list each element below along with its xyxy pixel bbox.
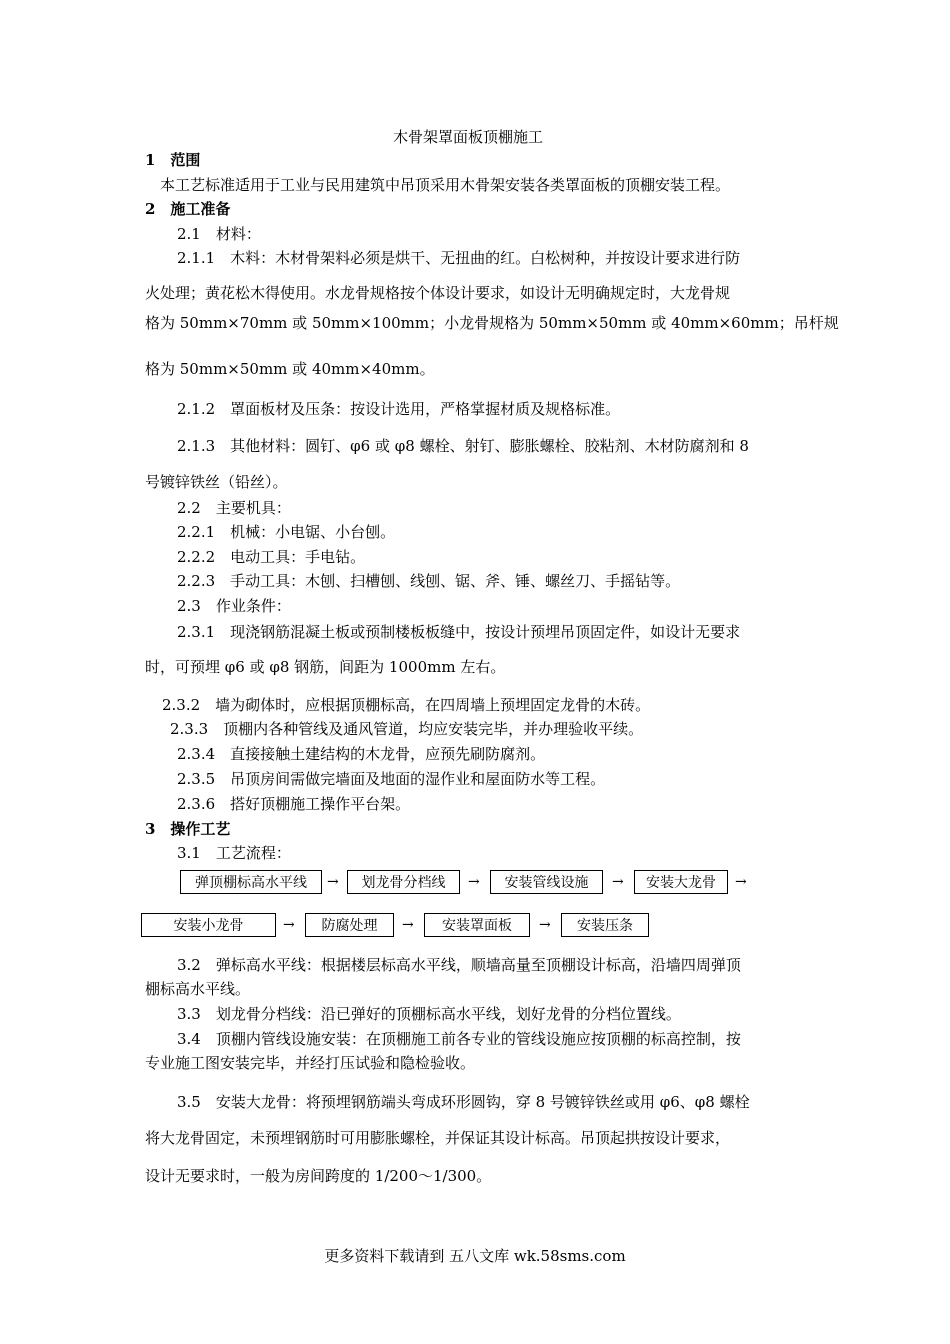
paragraph-line: 号镀锌铁丝（铅丝）。 — [145, 473, 288, 491]
paragraph-line: 将大龙骨固定，未预埋钢筋时可用膨胀螺栓，并保证其设计标高。吊顶起拱按设计要求， — [145, 1129, 731, 1147]
paragraph-line: 2.1.2 罩面板材及压条：按设计选用，严格掌握材质及规格标准。 — [177, 400, 621, 418]
paragraph-line: 2.3.3 顶棚内各种管线及通风管道，均应安装完毕，并办理验收平续。 — [170, 720, 644, 738]
paragraph-line: 设计无要求时，一般为房间跨度的 1/200～1/300。 — [145, 1167, 492, 1185]
arrow-right-icon: → — [327, 874, 339, 890]
paragraph-line: 3.5 安装大龙骨：将预埋钢筋端头弯成环形圆钩，穿 8 号镀锌铁丝或用 φ6、φ8 螺栓 — [177, 1093, 750, 1111]
arrow-right-icon: → — [735, 874, 747, 890]
paragraph-line: 时，可预埋 φ6 或 φ8 钢筋，间距为 1000mm 左右。 — [145, 658, 506, 676]
flow-step-box: 安装管线设施 — [490, 870, 603, 894]
paragraph-line: 2.3.4 直接接触土建结构的木龙骨，应预先刷防腐剂。 — [177, 745, 546, 763]
paragraph-line: 2.1 材料： — [177, 225, 261, 243]
paragraph-line: 2.1.3 其他材料：圆钉、φ6 或 φ8 螺栓、射钉、膨胀螺栓、胶粘剂、木材防腐剂和 8 — [177, 437, 749, 455]
paragraph-line: 格为 50mm×70mm 或 50mm×100mm；小龙骨规格为 50mm×50mm 或 40mm×60mm；吊杆规 — [145, 314, 839, 332]
paragraph-line: 2.2.1 机械：小电锯、小台刨。 — [177, 523, 396, 541]
paragraph-line: 3.3 划龙骨分档线：沿已弹好的顶棚标高水平线，划好龙骨的分档位置线。 — [177, 1005, 681, 1023]
section-heading: 1 范围 — [145, 151, 201, 169]
document-title: 木骨架罩面板顶棚施工 — [393, 128, 544, 146]
paragraph-line: 2.1.1 木料：木材骨架料必须是烘干、无扭曲的红。白松树种，并按设计要求进行防 — [177, 249, 741, 267]
paragraph-line: 2.3.6 搭好顶棚施工操作平台架。 — [177, 795, 411, 813]
paragraph-line: 2.3.5 吊顶房间需做完墙面及地面的湿作业和屋面防水等工程。 — [177, 770, 606, 788]
paragraph-line: 2.3 作业条件： — [177, 597, 291, 615]
paragraph-line: 2.3.1 现浇钢筋混凝土板或预制楼板板缝中，按设计预埋吊顶固定件，如设计无要求 — [177, 623, 741, 641]
paragraph-line: 3.2 弹标高水平线：根据楼层标高水平线，顺墙高量至顶棚设计标高，沿墙四周弹顶 — [177, 956, 741, 974]
flow-step-box: 安装压条 — [561, 913, 649, 937]
arrow-right-icon: → — [402, 917, 414, 933]
paragraph-line: 2.3.2 墙为砌体时，应根据顶棚标高，在四周墙上预埋固定龙骨的木砖。 — [162, 696, 651, 714]
paragraph-line: 本工艺标准适用于工业与民用建筑中吊顶采用木骨架安装各类罩面板的顶棚安装工程。 — [160, 176, 731, 194]
flow-step-box: 弹顶棚标高水平线 — [180, 870, 322, 894]
paragraph-line: 棚标高水平线。 — [145, 980, 251, 998]
arrow-right-icon: → — [468, 874, 480, 890]
flow-step-box: 安装罩面板 — [424, 913, 530, 937]
paragraph-line: 格为 50mm×50mm 或 40mm×40mm。 — [145, 360, 435, 378]
flow-step-box: 防腐处理 — [305, 913, 394, 937]
section-heading: 2 施工准备 — [145, 200, 231, 218]
flow-step-box: 安装大龙骨 — [634, 870, 728, 894]
flow-step-box: 安装小龙骨 — [141, 913, 276, 937]
footer-link[interactable]: 更多资料下载请到 五八文库 wk.58sms.com — [324, 1247, 626, 1265]
paragraph-line: 火处理；黄花松木得使用。水龙骨规格按个体设计要求，如设计无明确规定时，大龙骨规 — [145, 284, 731, 302]
paragraph-line: 3.4 顶棚内管线设施安装：在顶棚施工前各专业的管线设施应按顶棚的标高控制，按 — [177, 1030, 741, 1048]
arrow-right-icon: → — [539, 917, 551, 933]
paragraph-line: 2.2 主要机具： — [177, 499, 291, 517]
arrow-right-icon: → — [283, 917, 295, 933]
section-heading: 3 操作工艺 — [145, 820, 231, 838]
flow-step-box: 划龙骨分档线 — [347, 870, 460, 894]
paragraph-line: 3.1 工艺流程： — [177, 844, 291, 862]
paragraph-line: 2.2.2 电动工具：手电钻。 — [177, 548, 366, 566]
paragraph-line: 2.2.3 手动工具：木刨、扫槽刨、线刨、锯、斧、锤、螺丝刀、手摇钻等。 — [177, 572, 681, 590]
arrow-right-icon: → — [612, 874, 624, 890]
paragraph-line: 专业施工图安装完毕，并经打压试验和隐检验收。 — [145, 1054, 476, 1072]
